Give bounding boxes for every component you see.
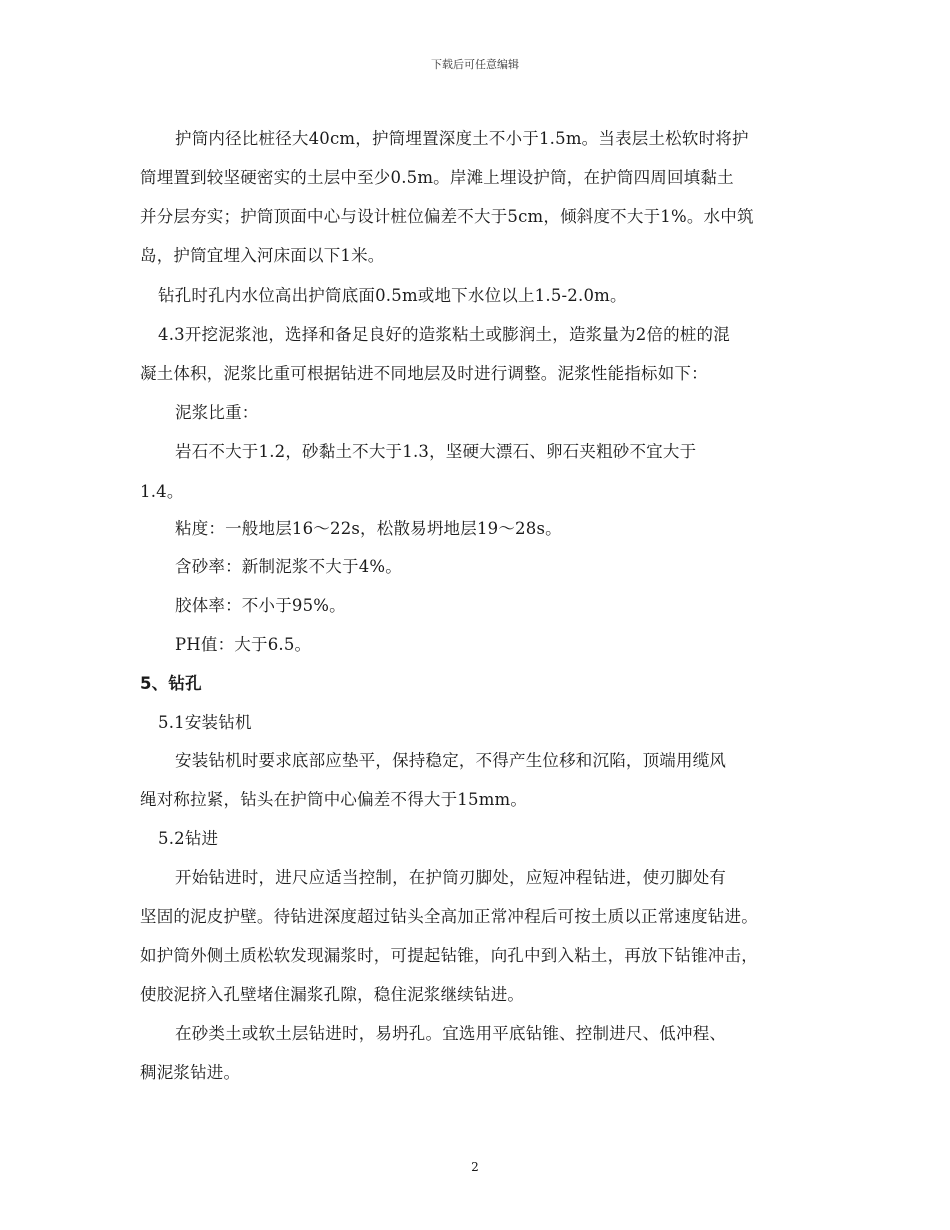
paragraph-line: 粘度：一般地层16～22s，松散易坍地层19～28s。 (175, 519, 562, 538)
subsection-heading: 5.2钻进 (158, 829, 219, 848)
paragraph-line: 并分层夯实；护筒顶面中心与设计桩位偏差不大于5cm，倾斜度不大于1%。水中筑 (140, 207, 754, 226)
paragraph-line: 含砂率：新制泥浆不大于4%。 (175, 557, 402, 576)
page-number: 2 (471, 1160, 479, 1174)
paragraph-line: 开始钻进时，进尺应适当控制，在护筒刃脚处，应短冲程钻进，使刃脚处有 (175, 868, 727, 887)
paragraph-line: 如护筒外侧土质松软发现漏浆时，可提起钻锥，向孔中到入粘土，再放下钻锥冲击， (140, 946, 758, 965)
paragraph-line: 使胶泥挤入孔壁堵住漏浆孔隙，稳住泥浆继续钻进。 (140, 985, 525, 1004)
paragraph-line: PH值：大于6.5。 (175, 635, 312, 654)
section-heading: 5、钻孔 (140, 674, 202, 693)
paragraph-line: 1.4。 (140, 482, 184, 501)
paragraph-line: 泥浆比重： (175, 403, 259, 422)
paragraph-line: 胶体率：不小于95%。 (175, 596, 346, 615)
paragraph-line: 岛，护筒宜埋入河床面以下1米。 (140, 246, 385, 265)
paragraph-line: 稠泥浆钻进。 (140, 1063, 241, 1082)
paragraph-line: 钻孔时孔内水位高出护筒底面0.5m或地下水位以上1.5-2.0m。 (158, 286, 627, 305)
paragraph-line: 岩石不大于1.2，砂黏土不大于1.3，坚硬大漂石、卵石夹粗砂不宜大于 (175, 442, 697, 461)
subsection-heading: 5.1安装钻机 (158, 713, 252, 732)
paragraph-line: 4.3开挖泥浆池，选择和备足良好的造浆粘土或膨润土，造浆量为2倍的桩的混 (158, 325, 730, 344)
paragraph-line: 坚固的泥皮护壁。待钻进深度超过钻头全高加正常冲程后可按土质以正常速度钻进。 (140, 907, 758, 926)
paragraph-line: 护筒内径比桩径大40cm，护筒埋置深度土不小于1.5m。当表层土松软时将护 (175, 129, 749, 148)
page-header: 下载后可任意编辑 (431, 58, 519, 71)
paragraph-line: 凝土体积，泥浆比重可根据钻进不同地层及时进行调整。泥浆性能指标如下： (140, 364, 708, 383)
paragraph-line: 筒埋置到较坚硬密实的土层中至少0.5m。岸滩上埋设护筒，在护筒四周回填黏土 (140, 168, 734, 187)
paragraph-line: 绳对称拉紧，钻头在护筒中心偏差不得大于15mm。 (140, 790, 528, 809)
paragraph-line: 在砂类土或软土层钻进时，易坍孔。宜选用平底钻锥、控制进尺、低冲程、 (175, 1024, 727, 1043)
paragraph-line: 安装钻机时要求底部应垫平，保持稳定，不得产生位移和沉陷，顶端用缆风 (175, 751, 727, 770)
